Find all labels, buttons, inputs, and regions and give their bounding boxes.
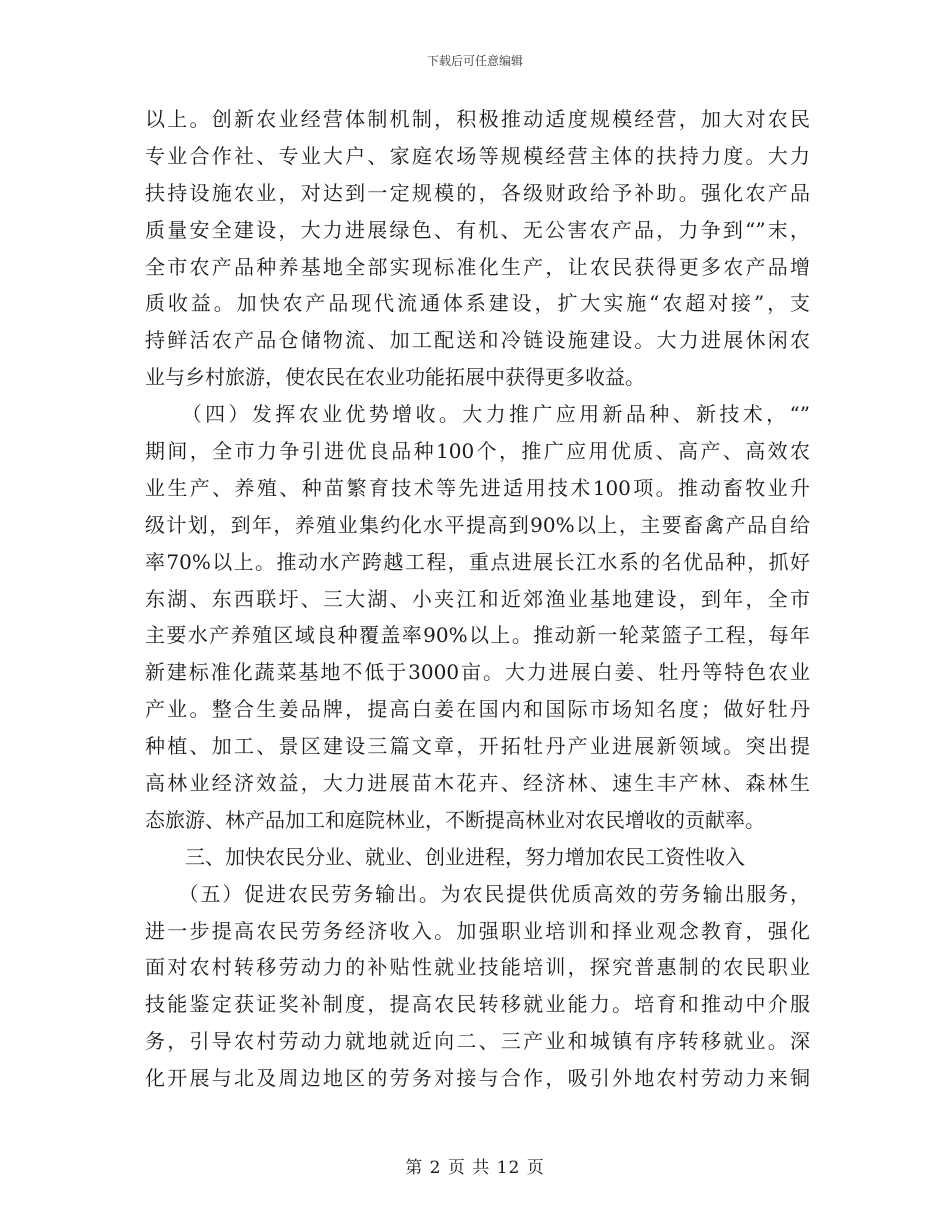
text-line: 进一步提高农民劳务经济收入。加强职业培训和择业观念教育，强化	[145, 918, 810, 943]
section-heading: 三、加快农民分业、就业、创业进程，努力增加农民工资性收入	[145, 844, 745, 869]
text-line: 产业。整合生姜品牌，提高白姜在国内和国际市场知名度；做好牡丹	[145, 697, 810, 722]
text-line: 化开展与北及周边地区的劳务对接与合作，吸引外地农村劳动力来铜	[145, 1066, 810, 1091]
text-line: 种植、加工、景区建设三篇文章，开拓牡丹产业进展新领域。突出提	[145, 734, 810, 759]
text-line: 级计划，到年，养殖业集约化水平提高到90%以上，主要畜禽产品自给	[145, 512, 810, 537]
text-line: 新建标准化蔬菜基地不低于3000亩。大力进展白姜、牡丹等特色农业	[145, 660, 810, 685]
text-line: 期间，全市力争引进优良品种100个，推广应用优质、高产、高效农	[145, 439, 810, 464]
text-line: 务，引导农村劳动力就地就近向二、三产业和城镇有序转移就业。深	[145, 1029, 810, 1054]
text-line: 业与乡村旅游，使农民在农业功能拓展中获得更多收益。	[145, 365, 645, 390]
text-line: 质量安全建设，大力进展绿色、有机、无公害农产品，力争到“”末，	[145, 217, 810, 242]
text-line: （五）促进农民劳务输出。为农民提供优质高效的劳务输出服务，	[145, 881, 810, 906]
text-line: 业生产、养殖、种苗繁育技术等先进适用技术100项。推动畜牧业升	[145, 475, 810, 500]
text-line: 专业合作社、专业大户、家庭农场等规模经营主体的扶持力度。大力	[145, 143, 810, 168]
page-header: 下载后可任意编辑	[426, 54, 523, 68]
text-line: 质收益。加快农产品现代流通体系建设，扩大实施“农超对接”，支	[145, 291, 810, 316]
document-body	[145, 101, 810, 1097]
page-number: 第 2 页 共 12 页	[405, 1158, 545, 1178]
text-line: 持鲜活农产品仓储物流、加工配送和冷链设施建设。大力进展休闲农	[145, 328, 810, 353]
text-line: 面对农村转移劳动力的补贴性就业技能培训，探究普惠制的农民职业	[145, 955, 810, 980]
text-line: 主要水产养殖区域良种覆盖率90%以上。推动新一轮菜篮子工程，每年	[145, 623, 810, 648]
text-line: 率70%以上。推动水产跨越工程，重点进展长江水系的名优品种，抓好	[145, 549, 810, 574]
text-line: 全市农产品种养基地全部实现标准化生产，让农民获得更多农产品增	[145, 254, 810, 279]
text-line: 态旅游、林产品加工和庭院林业，不断提高林业对农民增收的贡献率。	[145, 807, 765, 832]
text-line: 技能鉴定获证奖补制度，提高农民转移就业能力。培育和推动中介服	[145, 992, 810, 1017]
text-line: 扶持设施农业，对达到一定规模的，各级财政给予补助。强化农产品	[145, 180, 810, 205]
text-line: 高林业经济效益，大力进展苗木花卉、经济林、速生丰产林、森林生	[145, 771, 810, 796]
text-line: 以上。创新农业经营体制机制，积极推动适度规模经营，加大对农民	[145, 107, 810, 131]
text-line: （四）发挥农业优势增收。大力推广应用新品种、新技术，“”	[145, 402, 810, 427]
text-line: 东湖、东西联圩、三大湖、小夹江和近郊渔业基地建设，到年，全市	[145, 586, 810, 611]
